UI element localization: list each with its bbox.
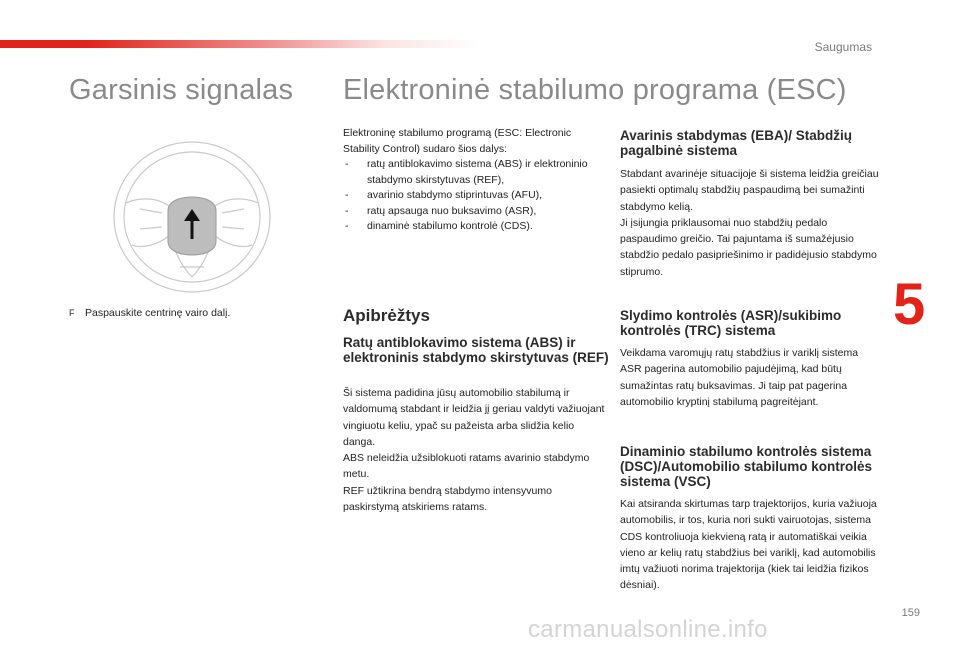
horn-instruction-text: Paspauskite centrinę vairo dalį. [85, 307, 231, 319]
dsc-heading: Dinaminio stabilumo kontrolės sistema (DSC)/Automobilio stabilumo kontrolės sistema (VSC) [620, 444, 872, 489]
eba-paragraph: Stabdant avarinėje situacijoje ši sistema leidžia greičiau pasiekti optimalų stabdžių paspaudimą bei sumažinti stabdymo kelią. [620, 168, 879, 213]
page-number: 159 [901, 607, 920, 619]
abs-heading: Ratų antiblokavimo sistema (ABS) ir elektroninis stabdymo skirstytuvas (REF) [343, 335, 609, 365]
eba-paragraph: Ji įsijungia priklausomai nuo stabdžių pedalo paspaudimo greičio. Tai pajuntama iš sumažėjusio stabdžio pedalo pasipriešinimo ir padidėjusio stabdymo stiprumo. [620, 216, 877, 278]
eba-body [620, 166, 882, 280]
asr-paragraph: Veikdama varomųjų ratų stabdžius ir variklį sistema ASR pagerina automobilio pajudėjimą, kad būtų sumažintas ratų buksavimas. Ji taip pat pagerina automobilio kryptinį stabilumą pagreitėjant. [620, 347, 859, 408]
chapter-number: 5 [893, 272, 926, 337]
horn-instruction [69, 307, 230, 319]
list-item: - avarinio stabdymo stiprintuvas (AFU), [343, 188, 598, 204]
abs-body [343, 385, 605, 515]
esc-component-list [343, 157, 598, 235]
abs-paragraph: ABS neleidžia užsiblokuoti ratams avarinio stabdymo metu. [343, 452, 590, 481]
eba-heading: Avarinis stabdymas (EBA)/ Stabdžių pagalbinė sistema [620, 128, 853, 158]
esc-intro-text: Elektroninę stabilumo programą (ESC: Electronic Stability Control) sudaro šios dalys: [343, 127, 572, 155]
horn-title: Garsinis signalas [69, 74, 294, 106]
esc-intro [343, 126, 598, 235]
dsc-body [620, 496, 882, 594]
watermark: carmanualsonline.info [528, 616, 768, 643]
list-item: - ratų antiblokavimo sistema (ABS) ir elektroninio stabdymo skirstytuvas (REF), [343, 157, 598, 188]
bullet-marker: F [69, 308, 75, 318]
abs-paragraph: REF užtikrina bendrą stabdymo intensyvumo paskirstymą atskiriems ratams. [343, 484, 552, 514]
steering-wheel-horn-icon [110, 137, 275, 297]
asr-heading: Slydimo kontrolės (ASR)/sukibimo kontrolės (TRC) sistema [620, 308, 842, 338]
list-item: - dinaminė stabilumo kontrolė (CDS). [343, 219, 598, 235]
definitions-heading: Apibrėžtys [343, 306, 430, 325]
abs-paragraph: Ši sistema padidina jūsų automobilio stabilumą ir valdomumą stabdant ir leidžia jį geriau valdyti važiuojant vingiuotu keliu, ypač su pažeista arba slidžia kelio danga. [343, 387, 605, 448]
asr-body [620, 345, 882, 410]
header-accent-bar [0, 40, 480, 48]
list-item: - ratų apsauga nuo buksavimo (ASR), [343, 204, 598, 220]
section-name: Saugumas [814, 40, 872, 54]
esc-title: Elektroninė stabilumo programa (ESC) [343, 74, 847, 106]
dsc-paragraph: Kai atsiranda skirtumas tarp trajektorijos, kuria važiuoja automobilis, ir tos, kuria nori sukti vairuotojas, sistema CDS kontroliuoja kiekvieną ratą ir automatiškai veikia vieno ar kelių ratų stabdžius bei variklį, kad automobilis imtų važiuoti norima trajektorija (kiek tai leidžia fizikos dėsniai). [620, 498, 877, 592]
